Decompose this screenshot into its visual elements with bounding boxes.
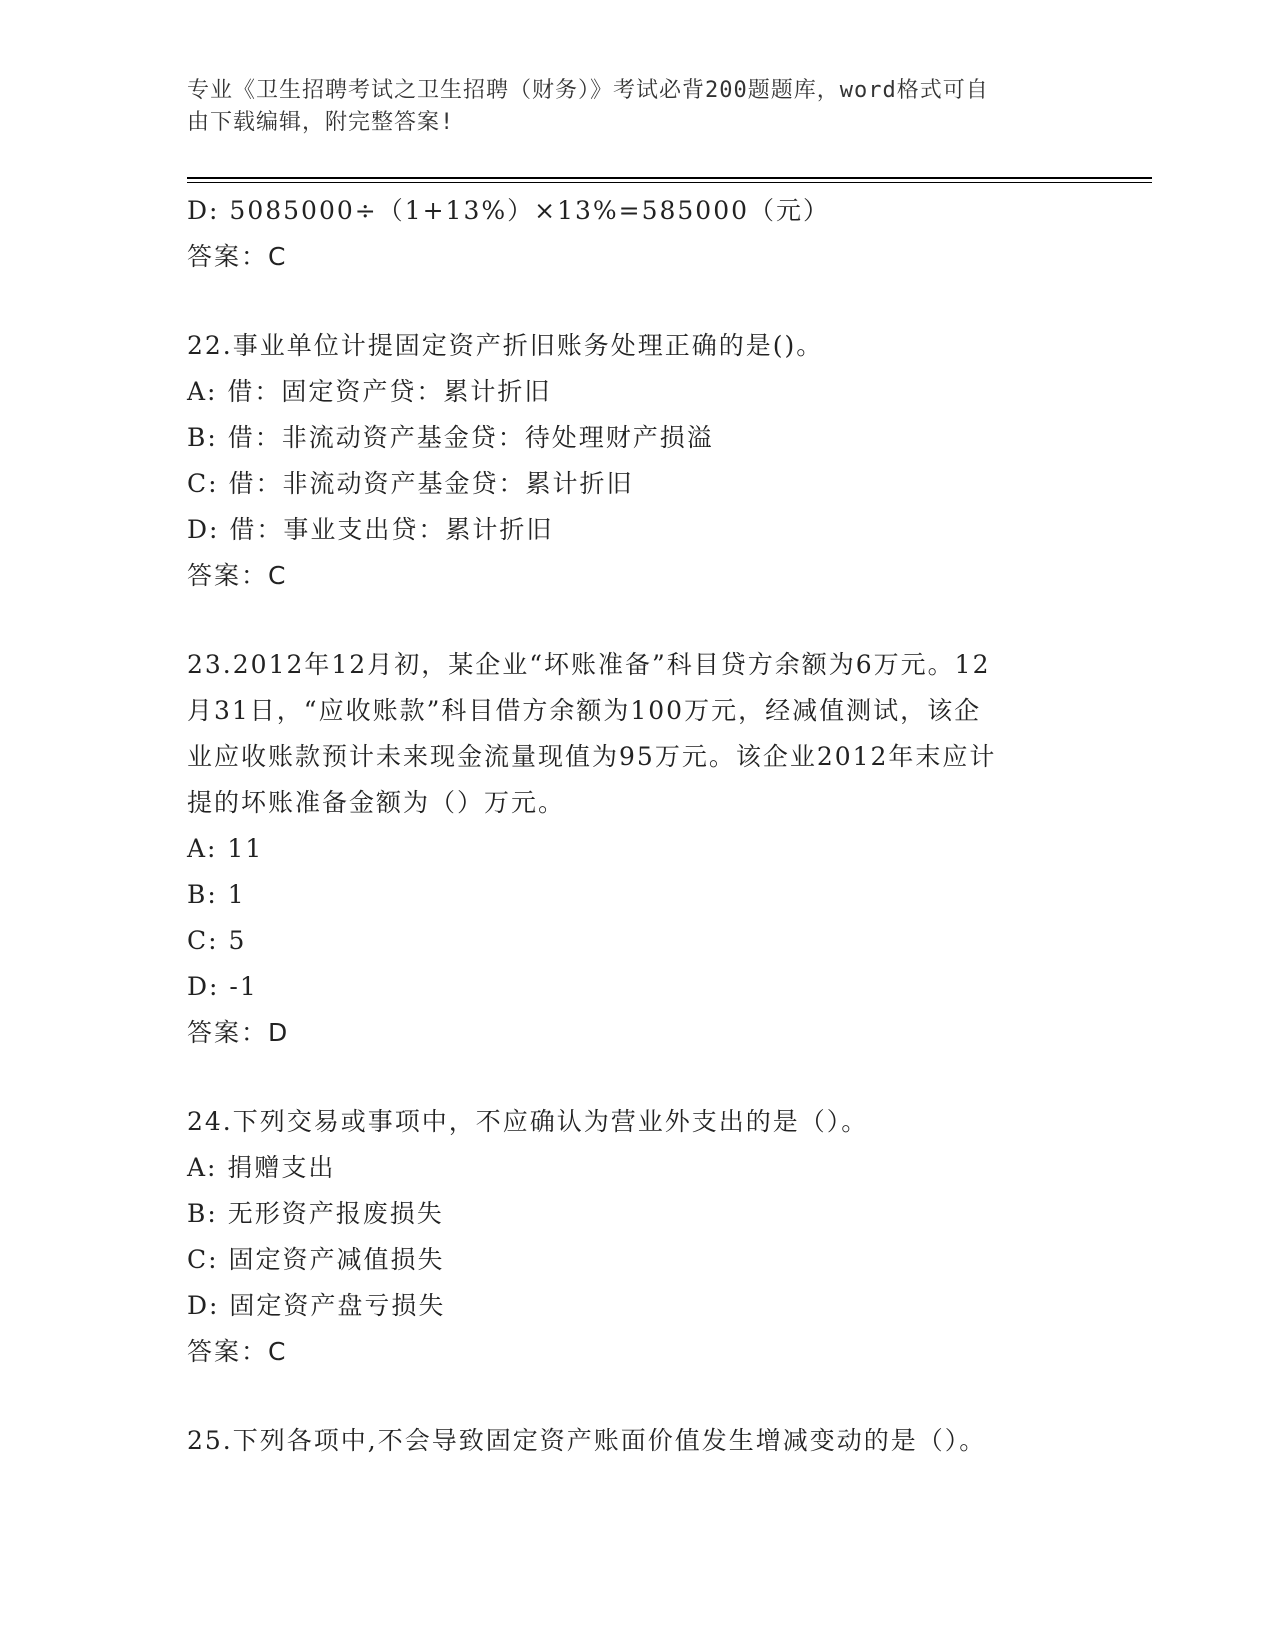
option-d: D: 5085000÷（1+13%）×13%=585000（元） (187, 196, 831, 225)
option-a: A: 11 (187, 834, 264, 863)
question-stem: 25.下列各项中,不会导致固定资产账面价值发生增减变动的是（）。 (187, 1426, 987, 1455)
question-23 (187, 642, 1087, 1056)
question-stem: 22.事业单位计提固定资产折旧账务处理正确的是()。 (187, 331, 824, 360)
question-stem-line-1: 23.2012年12月初，某企业“坏账准备”科目贷方余额为6万元。12 (187, 650, 991, 679)
question-25 (187, 1418, 1087, 1464)
option-c: C: 借：非流动资产基金贷：累计折旧 (187, 469, 634, 498)
header-line-2: 由下载编辑，附完整答案! (187, 110, 455, 135)
spacer (187, 1375, 1087, 1418)
option-b: B: 无形资产报废损失 (187, 1199, 444, 1228)
spacer (187, 599, 1087, 642)
option-b: B: 1 (187, 880, 246, 909)
option-a: A: 捐赠支出 (187, 1153, 336, 1182)
option-d: D: -1 (187, 972, 258, 1001)
option-d: D: 固定资产盘亏损失 (187, 1291, 446, 1320)
answer-line: 答案：C (187, 242, 288, 271)
question-stem-line-3: 业应收账款预计未来现金流量现值为95万元。该企业2012年末应计 (187, 742, 997, 771)
answer-line: 答案：C (187, 561, 288, 590)
option-d: D: 借：事业支出贷：累计折旧 (187, 515, 554, 544)
question-stem-line-2: 月31日，“应收账款”科目借方余额为100万元，经减值测试，该企 (187, 696, 982, 725)
answer-line: 答案：C (187, 1337, 288, 1366)
header-divider-thin (187, 182, 1152, 183)
question-stem-line-4: 提的坏账准备金额为（）万元。 (187, 788, 566, 817)
question-stem: 24.下列交易或事项中，不应确认为营业外支出的是（）。 (187, 1107, 869, 1136)
previous-question-tail (187, 188, 1087, 280)
spacer (187, 280, 1087, 323)
option-b: B: 借：非流动资产基金贷：待处理财产损溢 (187, 423, 714, 452)
option-a: A: 借：固定资产贷：累计折旧 (187, 377, 552, 406)
question-24 (187, 1099, 1087, 1375)
header-line-1: 专业《卫生招聘考试之卫生招聘（财务）》考试必背200题题库，word格式可自 (187, 78, 989, 103)
header-divider-thick (187, 177, 1152, 179)
option-c: C: 5 (187, 926, 247, 955)
answer-line: 答案：D (187, 1018, 290, 1047)
question-22 (187, 323, 1087, 599)
spacer (187, 1056, 1087, 1099)
document-header (187, 75, 1087, 139)
option-c: C: 固定资产减值损失 (187, 1245, 445, 1274)
question-list (187, 188, 1087, 1464)
